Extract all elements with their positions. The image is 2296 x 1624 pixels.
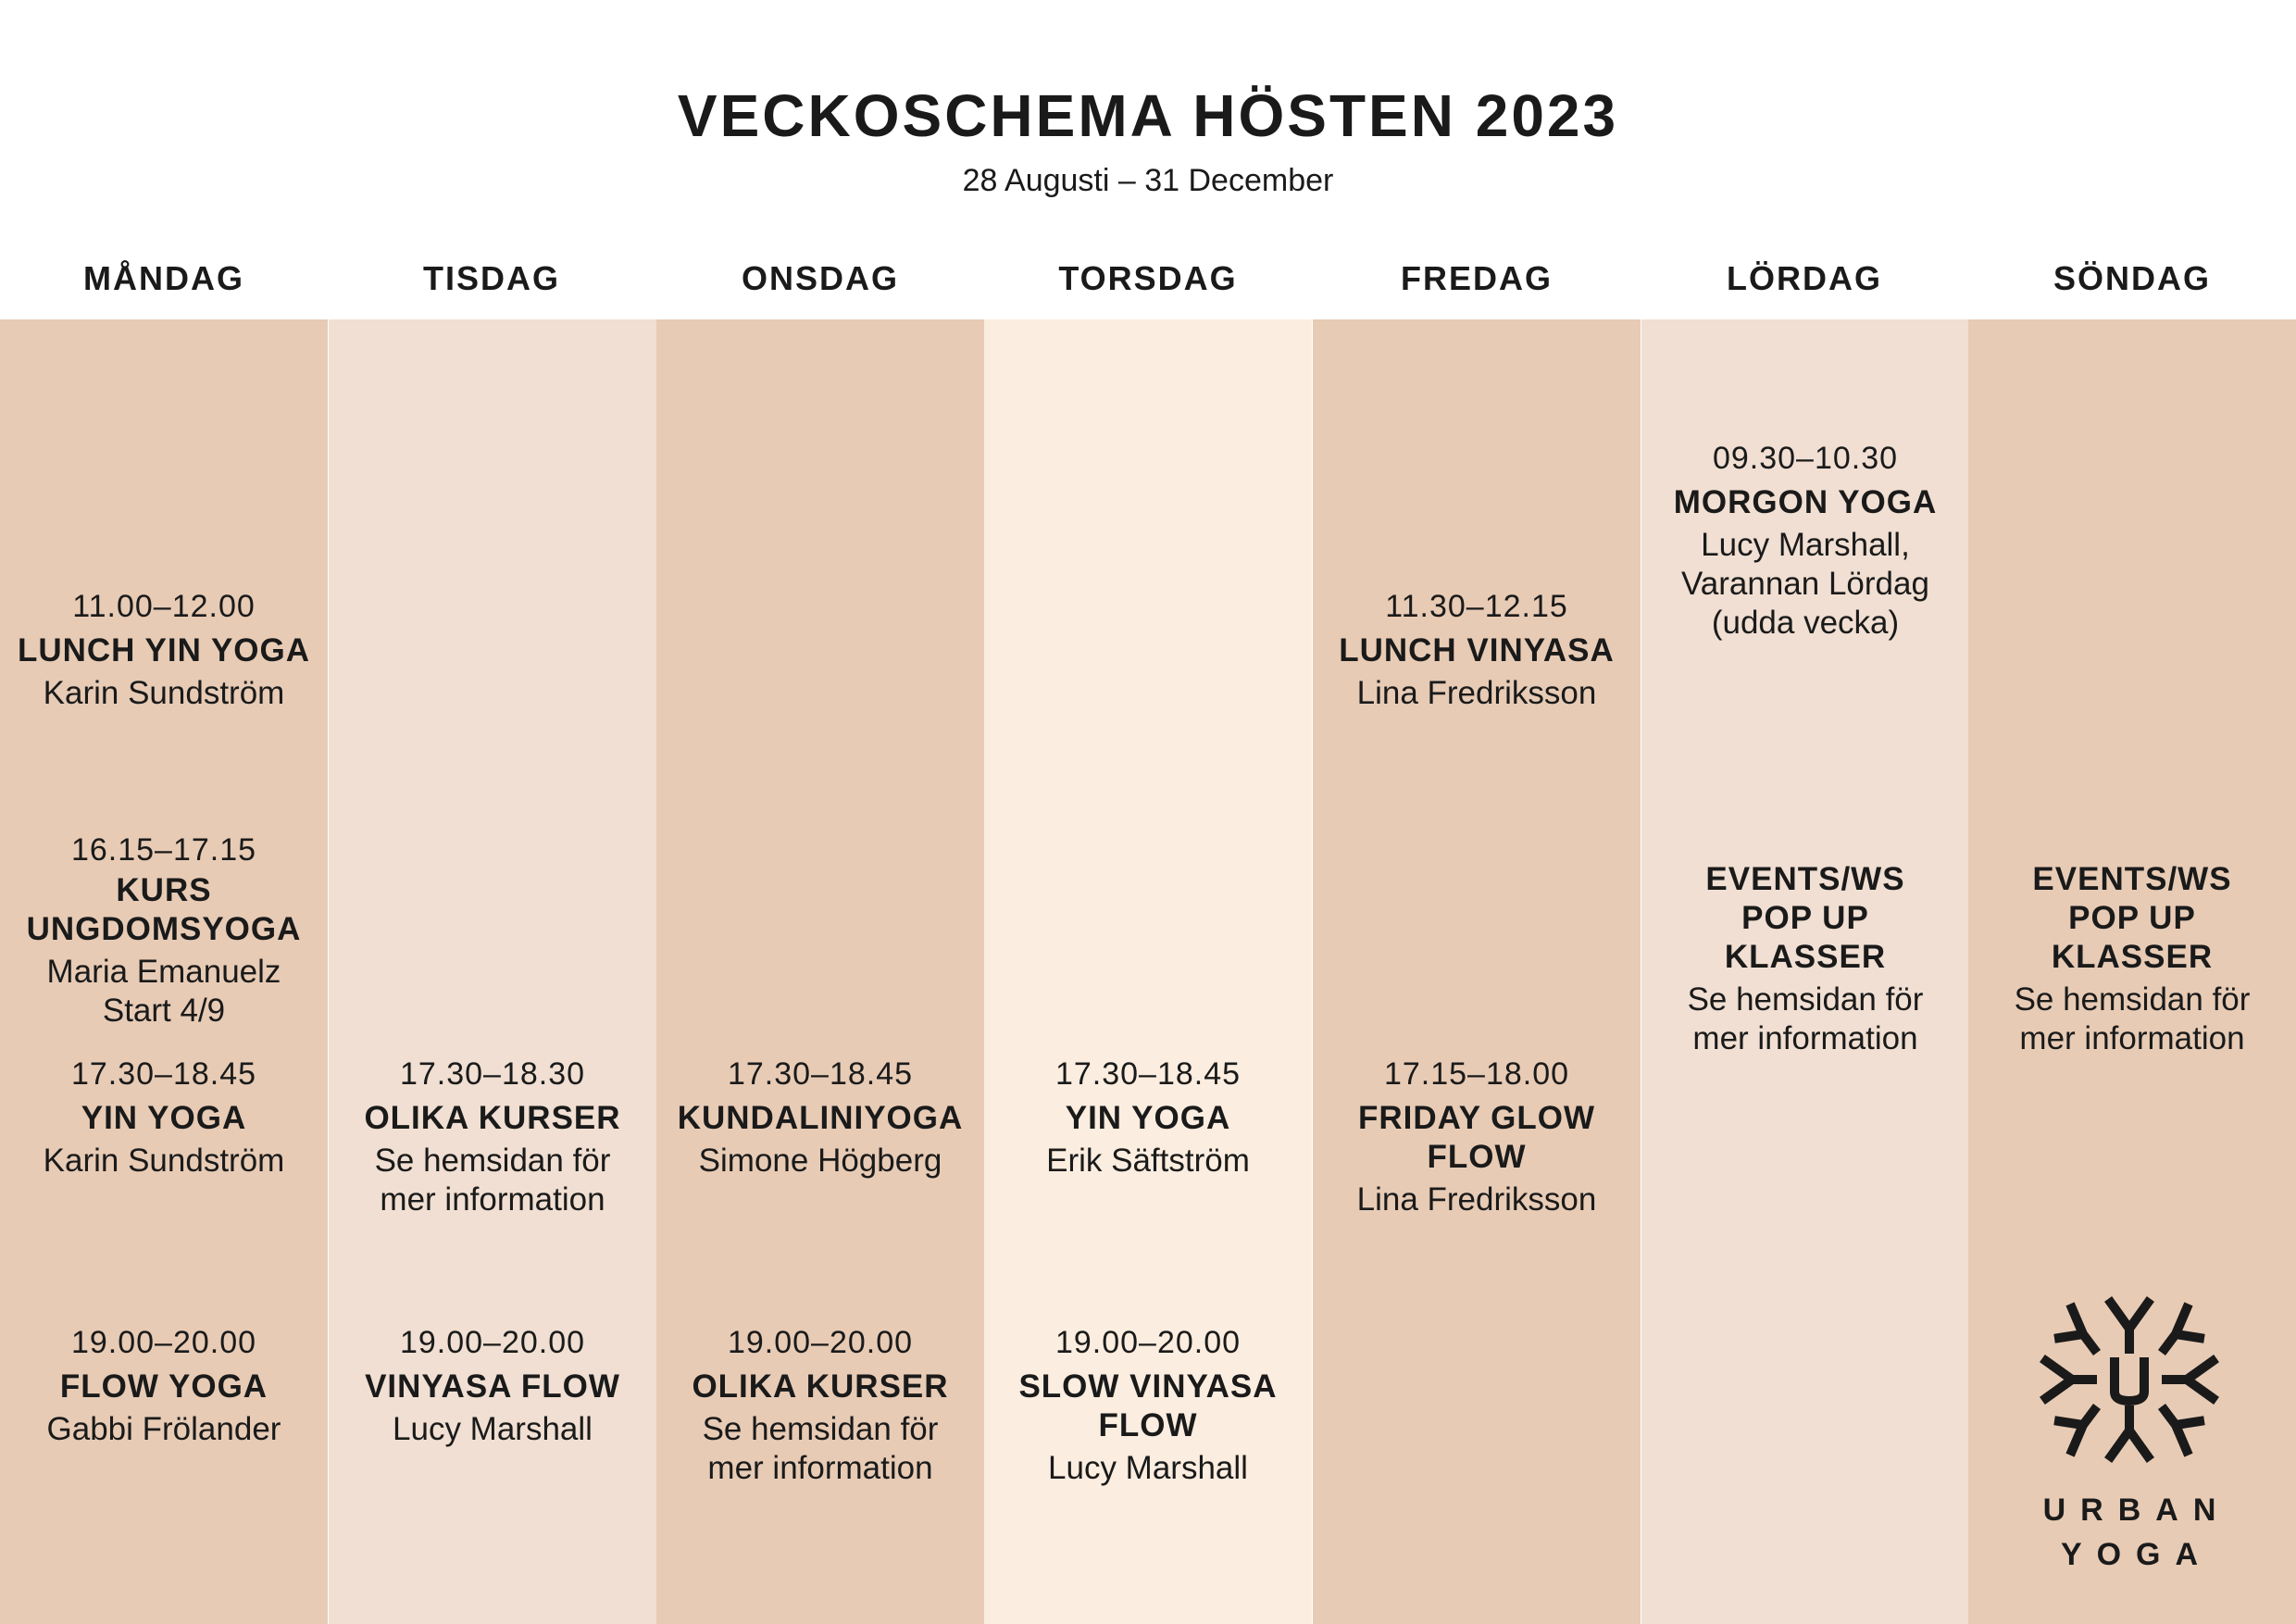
class-instructor: Karin Sundström xyxy=(43,674,285,711)
class-time: 17.30–18.45 xyxy=(1054,1056,1242,1092)
class-name: KURS UNGDOMSYOGA xyxy=(26,871,302,947)
class-instructor: Lucy Marshall xyxy=(1048,1449,1248,1486)
class-name: LUNCH VINYASA xyxy=(1339,631,1615,668)
class-time: 17.30–18.30 xyxy=(399,1056,586,1092)
day-column-torsdag xyxy=(984,319,1312,1624)
class-block xyxy=(1641,440,1969,643)
event-info: Se hemsidan för mer information xyxy=(1687,981,1924,1056)
class-name: FRIDAY GLOW FLOW xyxy=(1357,1099,1596,1175)
class-name: OLIKA KURSER xyxy=(364,1099,621,1136)
urban-yoga-logo-icon xyxy=(2037,1292,2222,1468)
day-column-onsdag xyxy=(656,319,984,1624)
class-block xyxy=(0,831,328,1031)
day-header-mandag: MÅNDAG xyxy=(83,259,244,297)
class-block xyxy=(984,1056,1312,1181)
event-name: EVENTS/WS POP UP KLASSER xyxy=(2032,861,2232,975)
class-instructor: Simone Högberg xyxy=(698,1142,942,1179)
class-time: 19.00–20.00 xyxy=(727,1325,914,1360)
class-block xyxy=(1313,588,1641,713)
class-time: 19.00–20.00 xyxy=(70,1325,257,1360)
class-name: YIN YOGA xyxy=(1065,1099,1231,1136)
class-time: 19.00–20.00 xyxy=(1054,1325,1242,1360)
day-header-tisdag: TISDAG xyxy=(422,259,560,297)
urban-yoga-logo xyxy=(2009,1292,2250,1577)
day-header-fredag: FREDAG xyxy=(1401,259,1553,297)
day-header-onsdag: ONSDAG xyxy=(741,259,899,297)
page-title: VECKOSCHEMA HÖSTEN 2023 xyxy=(677,82,1619,149)
class-time: 17.15–18.00 xyxy=(1383,1056,1570,1092)
class-block xyxy=(0,1324,328,1449)
class-block xyxy=(329,1056,656,1219)
class-name: OLIKA KURSER xyxy=(692,1368,949,1405)
day-header-torsdag: TORSDAG xyxy=(1058,259,1238,297)
class-name: LUNCH YIN YOGA xyxy=(17,631,311,668)
class-block xyxy=(1313,1056,1641,1219)
class-time: 19.00–20.00 xyxy=(399,1325,586,1360)
class-block xyxy=(329,1324,656,1449)
class-name: SLOW VINYASA FLOW xyxy=(1018,1368,1278,1443)
class-name: MORGON YOGA xyxy=(1673,483,1938,520)
class-block xyxy=(0,588,328,713)
class-instructor: Gabbi Frölander xyxy=(46,1410,281,1447)
logo-text: URBAN YOGA xyxy=(2042,1493,2231,1572)
day-header-lordag: LÖRDAG xyxy=(1727,259,1882,297)
class-instructor: Se hemsidan för mer information xyxy=(374,1142,611,1218)
class-name: YIN YOGA xyxy=(81,1099,247,1136)
class-block xyxy=(0,1056,328,1181)
class-instructor: Maria Emanuelz Start 4/9 xyxy=(46,953,281,1029)
day-header-sondag: SÖNDAG xyxy=(2053,259,2211,297)
class-instructor: Lucy Marshall xyxy=(393,1410,593,1447)
class-block xyxy=(656,1056,984,1181)
event-info: Se hemsidan för mer information xyxy=(2014,981,2251,1056)
class-time: 17.30–18.45 xyxy=(727,1056,914,1092)
class-block xyxy=(984,1324,1312,1488)
class-instructor: Se hemsidan för mer information xyxy=(702,1410,939,1486)
class-instructor: Karin Sundström xyxy=(43,1142,285,1179)
class-instructor: Erik Säftström xyxy=(1046,1142,1250,1179)
event-block xyxy=(1968,855,2296,1058)
day-column-mandag xyxy=(0,319,328,1624)
class-name: VINYASA FLOW xyxy=(365,1368,620,1405)
event-block xyxy=(1641,855,1969,1058)
class-name: KUNDALINIYOGA xyxy=(677,1099,964,1136)
class-name: FLOW YOGA xyxy=(59,1368,268,1405)
event-name: EVENTS/WS POP UP KLASSER xyxy=(1705,861,1905,975)
class-time: 17.30–18.45 xyxy=(70,1056,257,1092)
class-instructor: Lina Fredriksson xyxy=(1356,1181,1597,1218)
class-time: 11.30–12.15 xyxy=(1385,589,1568,624)
class-instructor: Lucy Marshall, Varannan Lördag (udda vecka) xyxy=(1681,526,1929,641)
date-range: 28 Augusti – 31 December xyxy=(962,163,1334,198)
class-time: 11.00–12.00 xyxy=(72,589,256,624)
class-time: 09.30–10.30 xyxy=(1712,441,1899,476)
day-column-tisdag xyxy=(329,319,656,1624)
day-column-fredag xyxy=(1313,319,1641,1624)
class-instructor: Lina Fredriksson xyxy=(1356,674,1597,711)
class-block xyxy=(656,1324,984,1488)
day-column-lordag xyxy=(1641,319,1969,1624)
class-time: 16.15–17.15 xyxy=(70,832,257,868)
